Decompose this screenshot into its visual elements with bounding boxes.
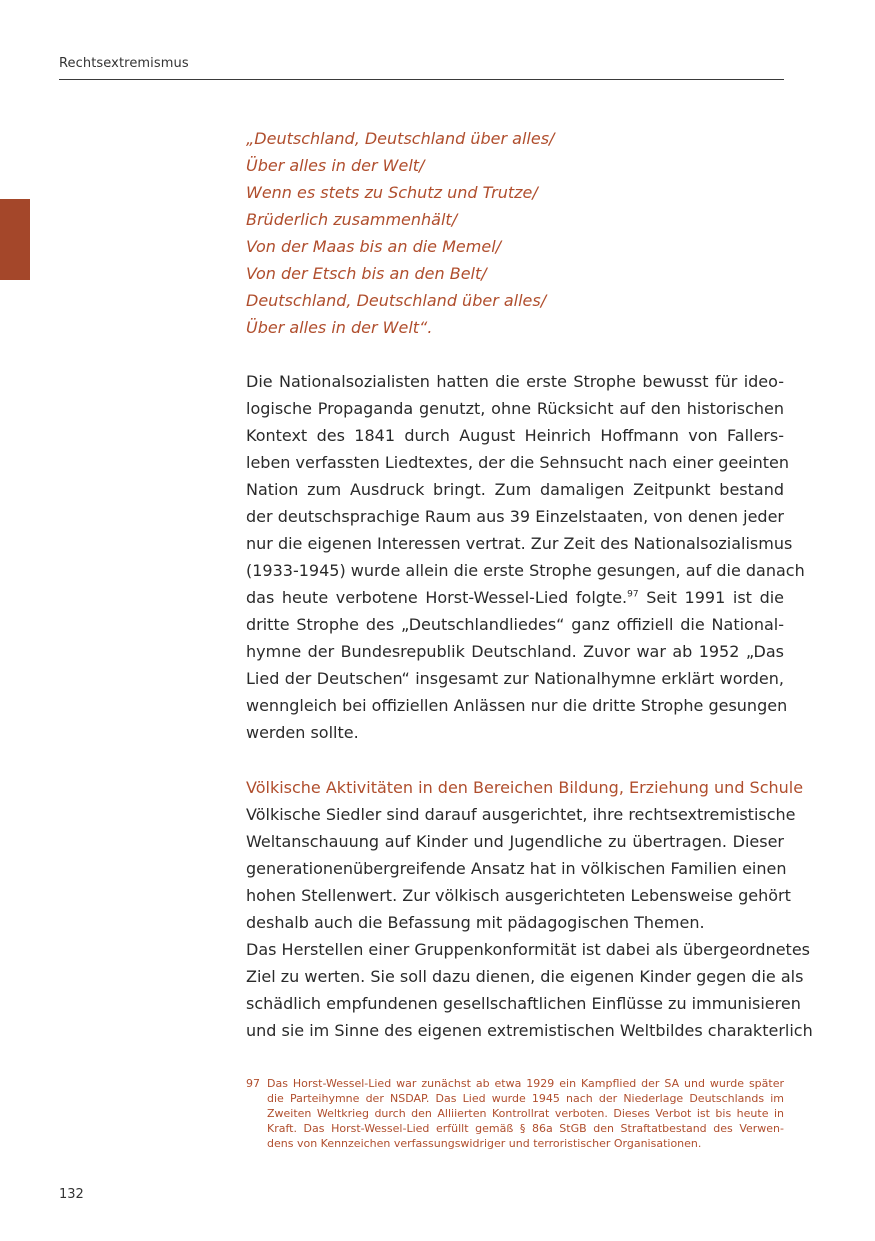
- text-line: werden sollte.: [246, 723, 359, 742]
- poem-line: Über alles in der Welt“.: [246, 318, 433, 337]
- footnote-line: die Parteihymne der NSDAP. Das Lied wurde 1945 nach der Niederlage Deutschlands im: [267, 1092, 784, 1105]
- text-line: Völkische Siedler sind darauf ausgerichtet, ihre rechtsextremistische: [246, 805, 796, 824]
- footnote-97: [246, 1076, 784, 1151]
- page-number: 132: [59, 1187, 84, 1202]
- poem-quote: [246, 125, 786, 341]
- text-fragment: Seit 1991 ist die: [638, 588, 785, 607]
- poem-line: Wenn es stets zu Schutz und Trutze/: [246, 183, 538, 202]
- text-line-with-footnote: [246, 584, 784, 611]
- paragraph-anthem-history: [246, 368, 805, 746]
- poem-line: Über alles in der Welt/: [246, 156, 425, 175]
- text-line: logische Propaganda genutzt, ohne Rücksicht auf den historischen: [246, 399, 784, 418]
- text-line: Ziel zu werten. Sie soll dazu dienen, die eigenen Kinder gegen die als: [246, 967, 804, 986]
- poem-line: Brüderlich zusammenhält/: [246, 210, 458, 229]
- poem-line: Von der Etsch bis an den Belt/: [246, 264, 487, 283]
- footnote-line: Kraft. Das Horst-Wessel-Lied erfüllt gemäß § 86a StGB den Straftatbestand des Verwen-: [267, 1122, 784, 1135]
- text-line: generationenübergreifende Ansatz hat in völkischen Familien einen: [246, 859, 787, 878]
- text-line: dritte Strophe des „Deutschlandliedes“ ganz offiziell die National-: [246, 615, 784, 634]
- text-line: hohen Stellenwert. Zur völkisch ausgerichteten Lebensweise gehört: [246, 886, 791, 905]
- footnote-reference[interactable]: 97: [627, 589, 639, 600]
- running-header: Rechtsextremismus: [59, 56, 189, 71]
- footnote-line: Zweiten Weltkrieg durch den Alliierten Kontrollrat verboten. Dieses Verbot ist bis heute in: [267, 1107, 784, 1120]
- text-line: deshalb auch die Befassung mit pädagogischen Themen.: [246, 913, 705, 932]
- footnote-number: 97: [246, 1077, 260, 1090]
- chapter-side-tab: [0, 199, 30, 280]
- poem-line: Von der Maas bis an die Memel/: [246, 237, 502, 256]
- footnote-line: dens von Kennzeichen verfassungswidriger und terroristischer Organisationen.: [267, 1137, 702, 1150]
- text-line: Nation zum Ausdruck bringt. Zum damaligen Zeitpunkt bestand: [246, 480, 784, 499]
- text-line: hymne der Bundesrepublik Deutschland. Zuvor war ab 1952 „Das: [246, 642, 784, 661]
- text-line: leben verfassten Liedtextes, der die Sehnsucht nach einer geeinten: [246, 453, 789, 472]
- text-line: nur die eigenen Interessen vertrat. Zur Zeit des Nationalsozialismus: [246, 534, 793, 553]
- text-fragment: das heute verbotene Horst-Wessel-Lied folgte.: [246, 588, 628, 607]
- poem-line: Deutschland, Deutschland über alles/: [246, 291, 547, 310]
- poem-line: „Deutschland, Deutschland über alles/: [246, 129, 555, 148]
- section-heading: Völkische Aktivitäten in den Bereichen Bildung, Erziehung und Schule: [246, 778, 804, 797]
- text-line: wenngleich bei offiziellen Anlässen nur die dritte Strophe gesungen: [246, 696, 788, 715]
- text-line: schädlich empfundenen gesellschaftlichen Einflüsse zu immunisieren: [246, 994, 801, 1013]
- header-divider: [59, 79, 784, 80]
- footnote-line: Das Horst-Wessel-Lied war zunächst ab etwa 1929 ein Kampflied der SA und wurde später: [267, 1077, 784, 1090]
- text-line: Kontext des 1841 durch August Heinrich Hoffmann von Fallers-: [246, 426, 784, 445]
- text-line: Lied der Deutschen“ insgesamt zur Nationalhymne erklärt worden,: [246, 669, 784, 688]
- text-line: Weltanschauung auf Kinder und Jugendliche zu übertragen. Dieser: [246, 832, 784, 851]
- text-line: (1933-1945) wurde allein die erste Strophe gesungen, auf die danach: [246, 561, 805, 580]
- text-line: der deutschsprachige Raum aus 39 Einzelstaaten, von denen jeder: [246, 507, 784, 526]
- section-voelkische-aktivitaeten: [246, 774, 813, 1044]
- text-line: und sie im Sinne des eigenen extremistischen Weltbildes charakterlich: [246, 1021, 813, 1040]
- text-line: Das Herstellen einer Gruppenkonformität ist dabei als übergeordnetes: [246, 940, 810, 959]
- text-line: Die Nationalsozialisten hatten die erste Strophe bewusst für ideo-: [246, 372, 784, 391]
